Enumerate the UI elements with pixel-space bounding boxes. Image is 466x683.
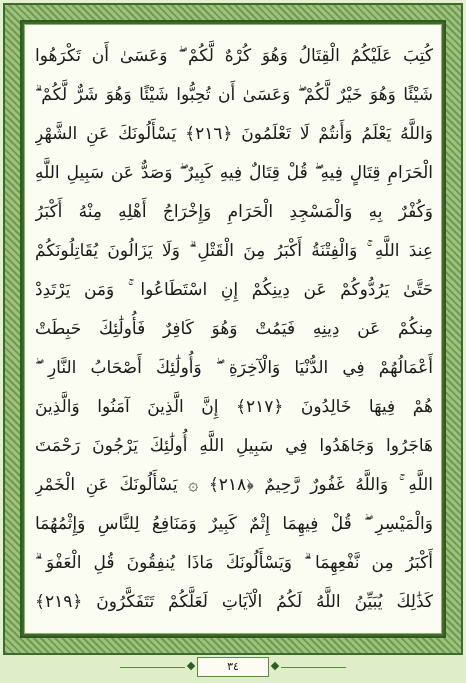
verse-line: وَكُفْرٌ بِهِ وَالْمَسْجِدِ الْحَرَامِ وَإِخْرَاجُ أَهْلِهِ مِنْهُ أَكْبَرُ [35, 202, 433, 222]
text-panel [24, 24, 442, 634]
verse-line: وَالْمَيْسِرِ ۖ قُلْ فِيهِمَا إِثْمٌ كَبِيرٌ وَمَنَافِعُ لِلنَّاسِ وَإِثْمُهُمَا [35, 514, 433, 534]
verse-line: الْحَرَامِ قِتَالٍ فِيهِ ۖ قُلْ قِتَالٌ فِيهِ كَبِيرٌ ۖ وَصَدٌّ عَن سَبِيلِ اللَّهِ [35, 163, 433, 183]
verse-line: أَكْبَرُ مِن نَّفْعِهِمَا ۗ وَيَسْأَلُونَكَ مَاذَا يُنفِقُونَ قُلِ الْعَفْوَ ۗ [35, 553, 433, 573]
verse-line: مِنكُمْ عَن دِينِهِ فَيَمُتْ وَهُوَ كَافِرٌ فَأُولَٰئِكَ حَبِطَتْ [35, 319, 433, 339]
page-number: ٣٤ [197, 657, 269, 677]
verse-line: عِندَ اللَّهِ ۚ وَالْفِتْنَةُ أَكْبَرُ مِنَ الْقَتْلِ ۗ وَلَا يَزَالُونَ يُقَاتِلُونَكُمْ [35, 241, 433, 261]
verse-line: حَتَّىٰ يَرُدُّوكُمْ عَن دِينِكُمْ إِنِ اسْتَطَاعُوا ۚ وَمَن يَرْتَدِدْ [35, 280, 433, 300]
footer-divider [120, 667, 185, 668]
footer-divider [281, 667, 346, 668]
verse-line: وَاللَّهُ يَعْلَمُ وَأَنتُمْ لَا تَعْلَمُونَ ﴿٢١٦﴾ يَسْأَلُونَكَ عَنِ الشَّهْرِ [35, 124, 433, 144]
verse-line: كَذَٰلِكَ يُبَيِّنُ اللَّهُ لَكُمُ الْآيَاتِ لَعَلَّكُمْ تَتَفَكَّرُونَ ﴿٢١٩﴾ [35, 592, 433, 612]
verse-line: اللَّهِ ۚ وَاللَّهُ غَفُورٌ رَّحِيمٌ ﴿٢١٨﴾ ۞ يَسْأَلُونَكَ عَنِ الْخَمْرِ [35, 475, 433, 495]
verse-line: هُمْ فِيهَا خَالِدُونَ ﴿٢١٧﴾ إِنَّ الَّذِينَ آمَنُوا وَالَّذِينَ [35, 397, 433, 417]
verse-line: هَاجَرُوا وَجَاهَدُوا فِي سَبِيلِ اللَّهِ أُولَٰئِكَ يَرْجُونَ رَحْمَتَ [35, 436, 433, 456]
verse-line: أَعْمَالُهُمْ فِي الدُّنْيَا وَالْآخِرَةِ ۖ وَأُولَٰئِكَ أَصْحَابُ النَّارِ ۖ [35, 358, 433, 378]
verse-text-block [35, 37, 433, 623]
verse-line: شَيْئًا وَهُوَ خَيْرٌ لَّكُمْ ۖ وَعَسَىٰ أَن تُحِبُّوا شَيْئًا وَهُوَ شَرٌّ لَّكُمْ ۗ [35, 85, 433, 105]
verse-line: كُتِبَ عَلَيْكُمُ الْقِتَالُ وَهُوَ كُرْهٌ لَّكُمْ ۖ وَعَسَىٰ أَن تَكْرَهُوا [35, 46, 433, 66]
page-footer [0, 655, 466, 683]
